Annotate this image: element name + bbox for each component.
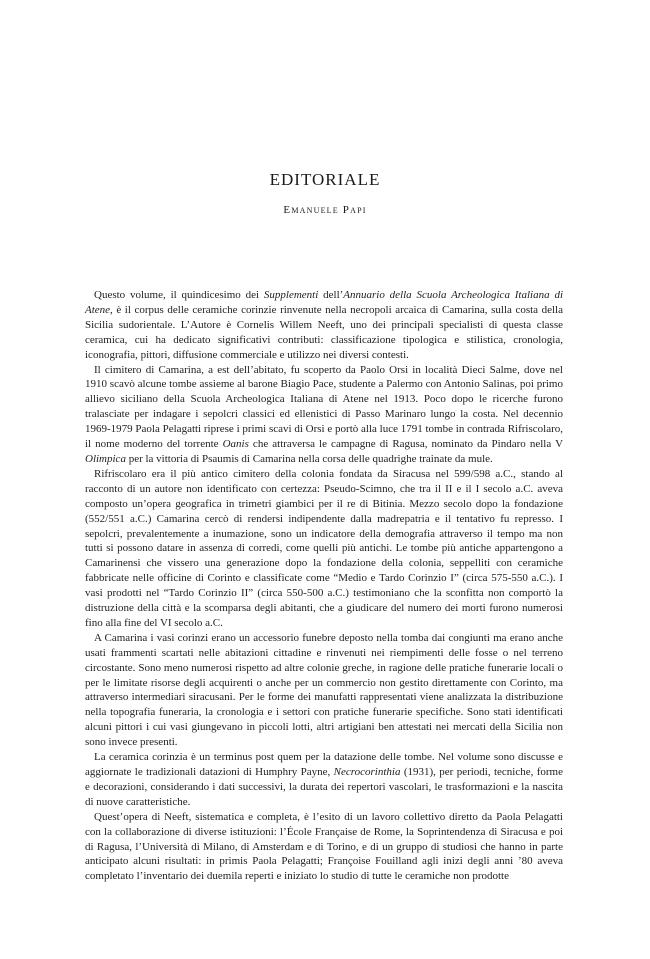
text-run: Rifriscolaro era il più antico cimitero della colonia fondata da Siracusa nel 599/598 a.C., stando al racconto di un autore non identificato con certezza: Pseudo-Scimno, che tra il II e il I secolo a.C. aveva composto un’opera geografica in trimetri giambici per il re di Bitinia. Mezzo secolo dopo la fondazione (552/551 a.C.) Camarina cercò di rendersi indipendente dalla madrepatria e il tentativo fu represso. I sepolcri, prevalentemente a inumazione, sono un indicatore della demografia attraverso il tempo ma non tutti si possono datare in assenza di corredi, come quelli più antichi. Le tombe più antiche appartengono a Camarinensi che vissero una generazione dopo la fondazione della colonia, seppelliti con ceramiche fabbricate nelle officine di Corinto e classificate come “Medio e Tardo Corinzio I” (circa 575-550 a.C.). I vasi prodotti nel “Tardo Corinzio II” (circa 550-500 a.C.) testimoniano che la sconfitta non comportò la distruzione della città e la scomparsa degli abitanti, che a giudicare del numero dei morti furono numerosi fino alla fine del VI secolo a.C. bbox=[85, 467, 563, 629]
text-run: Quest’opera di Neeft, sistematica e completa, è l’esito di un lavoro collettivo diretto da Paola Pelagatti con la collaborazione di diverse istituzioni: l’École Française de Rome, la Soprintendenza di Siracusa e poi di Ragusa, l’Università di Milano, di Amsterdam e di Torino, e di un gruppo di studiosi che hanno in parte anticipato alcuni risultati: in primis Paola Pelagatti; Françoise Fouilland agli inizi degli anni ’80 aveva completato l’inventario dei duemila reperti e iniziato lo studio di tutte le ceramiche non prodotte bbox=[85, 810, 563, 883]
text-run: (1931), per periodi, tecniche, forme e decorazioni, considerando i dati successivi, la durata dei repertori vascolari, le trasformazioni e la nascita di nuove caratteristiche. bbox=[85, 766, 563, 808]
text-run: Il cimitero di Camarina, a est dell’abitato, fu scoperto da Paolo Orsi in località Dieci Salme, dove nel 1910 scavò alcune tombe assieme al barone Biagio Pace, studente a Palermo con Antonio Salinas, poi primo allievo siciliano della Scuola Archeologica Italiana di Atene nel 1913. Poco dopo le ricerche furono tralasciate per indagare i sepolcri classici ed ellenistici di Passo Marinaro lungo la costa. Nel decennio 1969-1979 Paola Pelagatti riprese i primi scavi di Orsi e portò alla luce 1791 tombe in contrada Rifriscolaro, il nome moderno del torrente bbox=[85, 363, 563, 451]
paragraph bbox=[85, 750, 563, 810]
italic-text: Annuario della Scuola Archeologica Italiana di Atene bbox=[85, 289, 563, 316]
italic-text: Supplementi bbox=[263, 289, 319, 301]
italic-text: Olimpica bbox=[85, 452, 126, 465]
paragraph bbox=[85, 288, 563, 363]
italic-text: Necrocorinthia bbox=[333, 766, 401, 778]
text-run: La ceramica corinzia è un terminus post quem per la datazione delle tombe. Nel volume sono discusse e aggiornate le tradizionali datazioni di Humphry Payne, bbox=[85, 751, 563, 778]
page-title: EDITORIALE bbox=[269, 170, 381, 189]
text-run: dell’ bbox=[318, 289, 344, 301]
text-run: , è il corpus delle ceramiche corinzie rinvenute nella necropoli arcaica di Camarina, sulla costa della Sicilia sudorientale. L’Autore è Cornelis Willem Neeft, uno dei principali specialisti di questa classe ceramica, cui ha dedicato significativi contributi: classificazione tipologica e stilistica, cronologia, iconografia, pittori, diffusione commerciale e utilizzo nei diversi contesti. bbox=[85, 303, 563, 361]
text-run: A Camarina i vasi corinzi erano un accessorio funebre deposto nella tomba dai congiunti ma erano anche usati frammenti scartati nelle abitazioni cittadine e rinvenuti nei riempimenti delle fosse o nel terreno circostante. Sono meno numerosi rispetto ad altre colonie greche, in ragione delle pratiche funerarie locali o per le limitate risorse degli acquirenti o anche per un commercio non gestito direttamente con Corinto, ma attraverso intermediari siracusani. Per le forme dei manufatti rappresentati viene analizzata la distribuzione nella topografia funeraria, la cronologia e i settori con pratiche funerarie specifiche. Sono stati identificati alcuni pittori i cui vasi giungevano in piccoli lotti, altri artigiani ben attestati nei mercati della Sicilia non sono invece presenti. bbox=[85, 631, 563, 749]
paragraph bbox=[85, 363, 563, 467]
body-text bbox=[85, 288, 563, 884]
paragraph bbox=[85, 810, 563, 885]
italic-text: Oanis bbox=[222, 438, 249, 451]
paragraph bbox=[85, 467, 563, 631]
text-run: che attraversa le campagne di Ragusa, nominato da Pindaro nella V bbox=[248, 438, 564, 451]
paragraph bbox=[85, 631, 563, 750]
text-run: per la vittoria di Psaumis di Camarina nella corsa delle quadrighe trainate da mule. bbox=[125, 452, 493, 465]
text-run: Questo volume, il quindicesimo dei bbox=[94, 289, 264, 301]
author-name: Emanuele Papi bbox=[283, 204, 367, 216]
